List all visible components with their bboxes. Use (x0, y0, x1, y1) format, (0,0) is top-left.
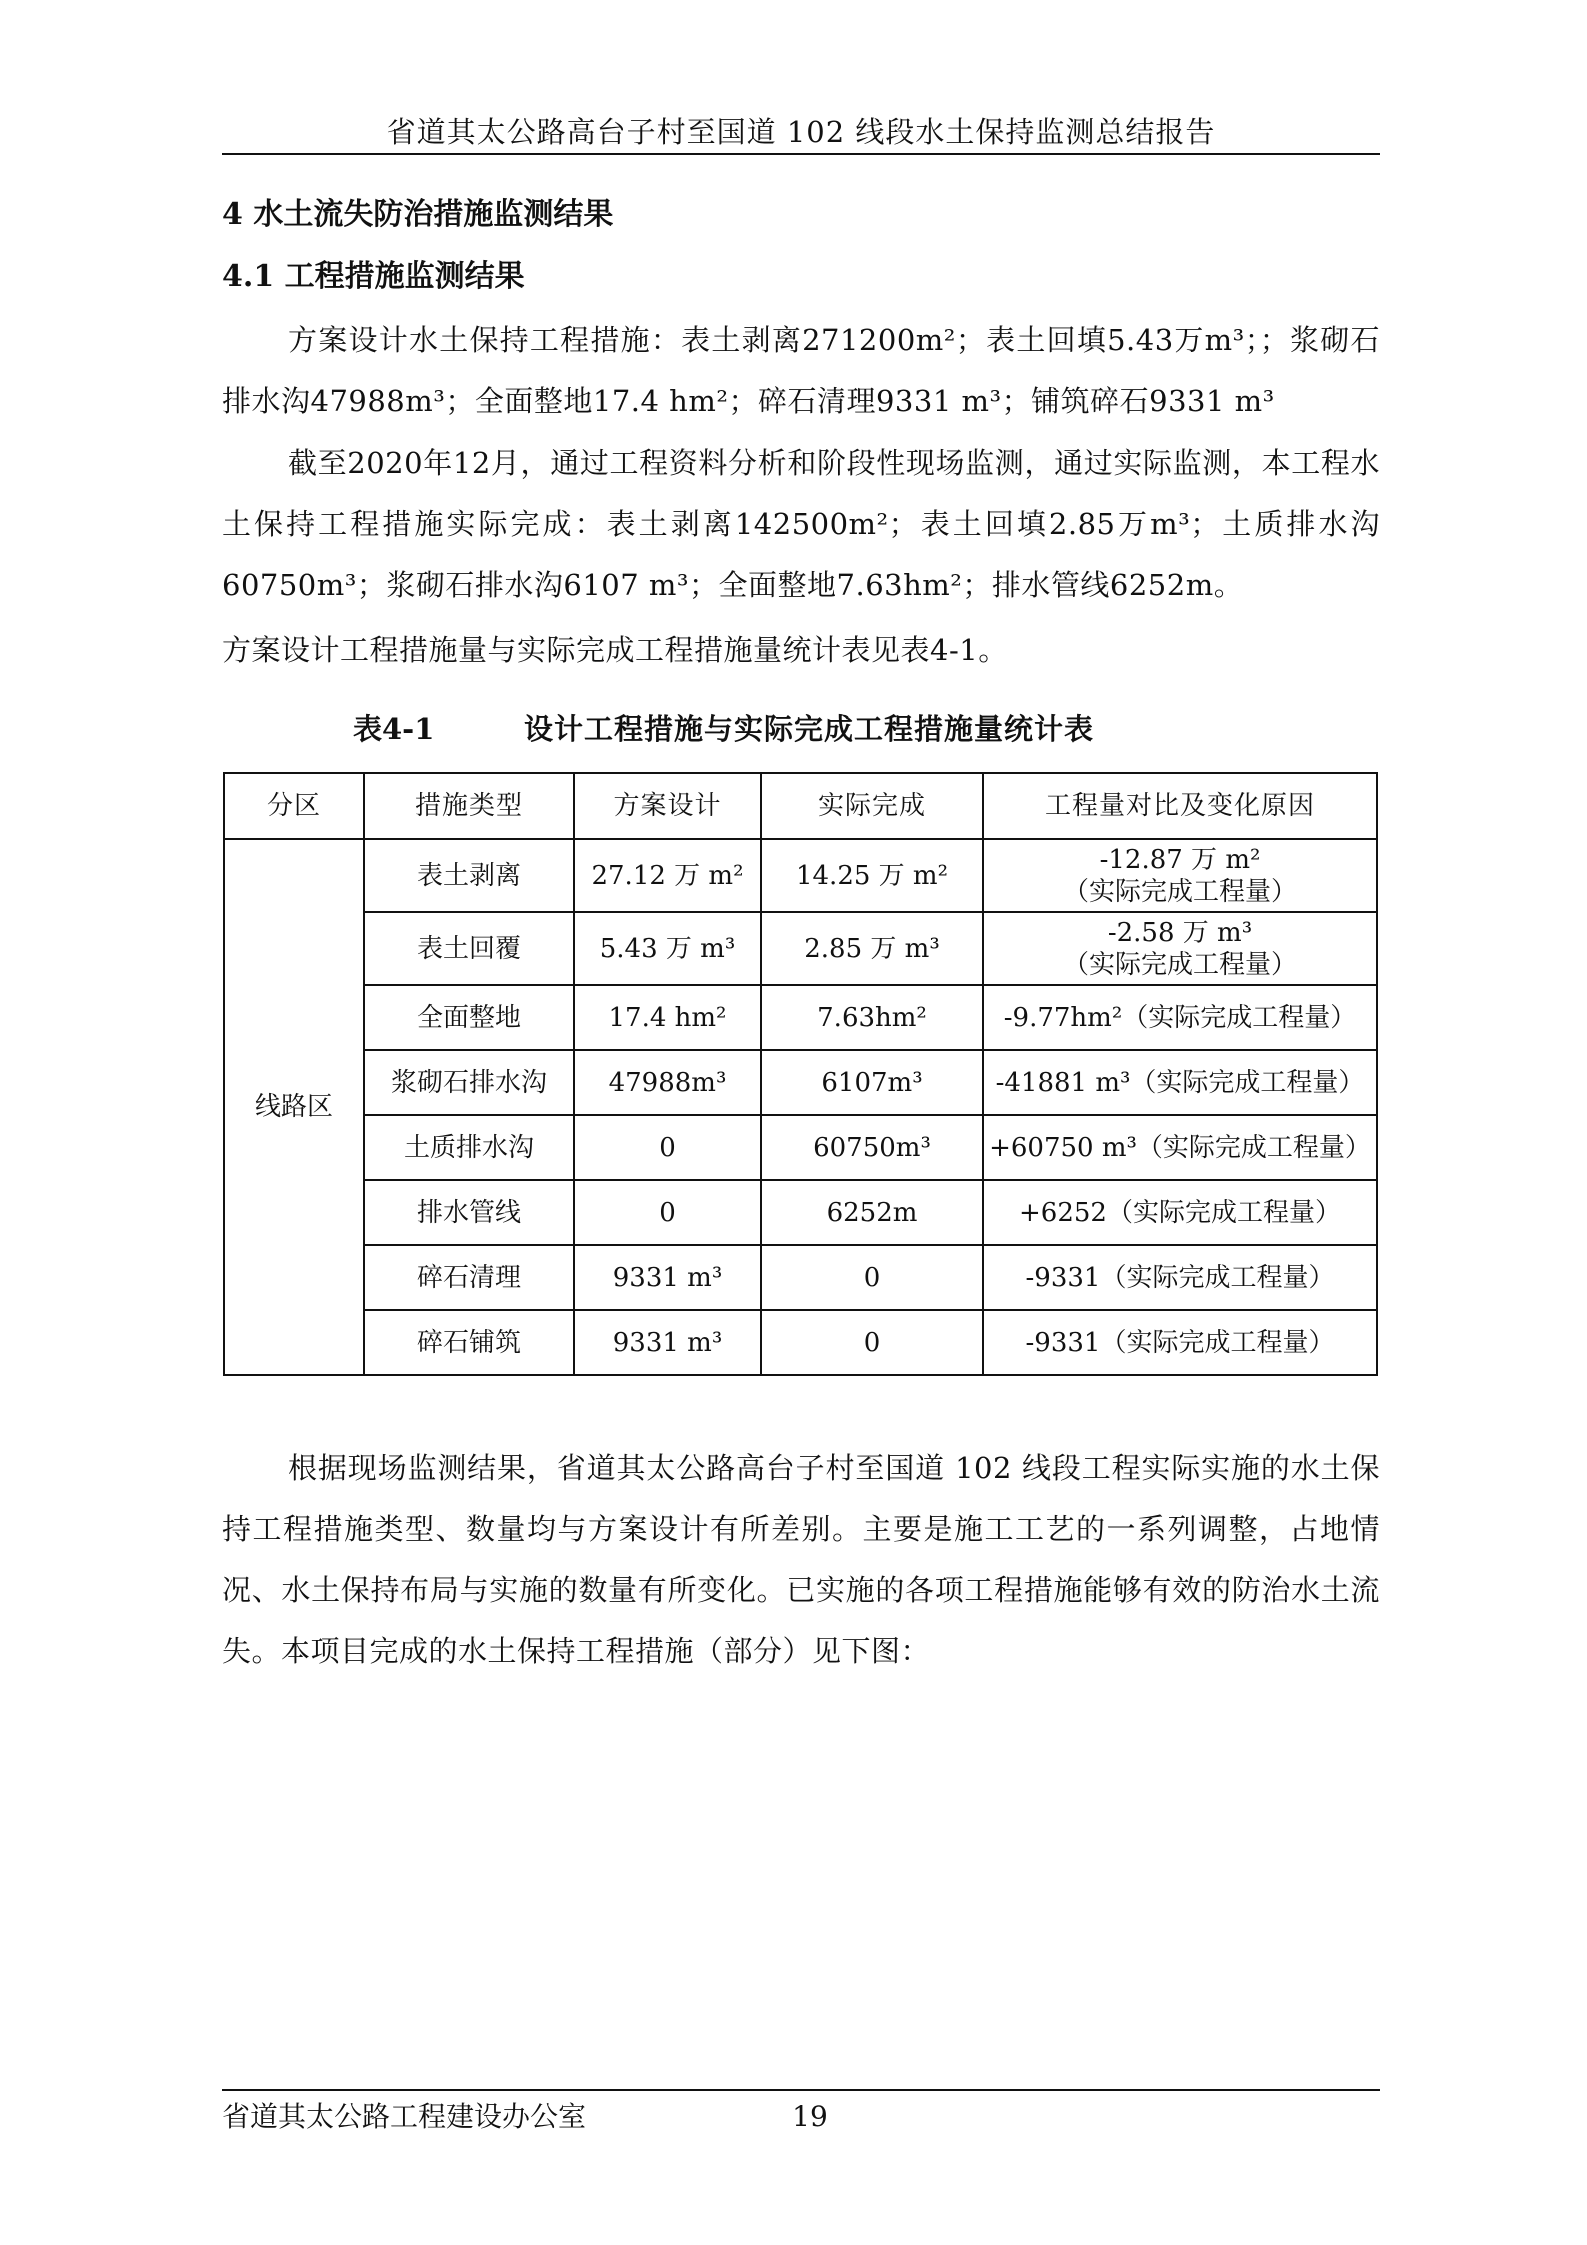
design-cell: 0 (574, 1180, 761, 1245)
actual-cell: 2.85 万 m³ (761, 912, 983, 985)
table-caption-title: 设计工程措施与实际完成工程措施量统计表 (524, 712, 1095, 746)
measures-comparison-table (223, 772, 1378, 1376)
table-row (224, 839, 1377, 912)
measure-type-cell: 排水管线 (364, 1180, 574, 1245)
measure-type-cell: 土质排水沟 (364, 1115, 574, 1180)
actual-cell: 6252m (761, 1180, 983, 1245)
comparison-cell: +60750 m³（实际完成工程量） (983, 1115, 1377, 1180)
comparison-value: -2.58 万 m³ (1107, 917, 1253, 948)
design-cell: 9331 m³ (574, 1245, 761, 1310)
measure-type-cell: 碎石清理 (364, 1245, 574, 1310)
zone-cell: 线路区 (224, 839, 364, 1375)
design-cell: 27.12 万 m² (574, 839, 761, 912)
header-comparison: 工程量对比及变化原因 (983, 773, 1377, 839)
measure-type-cell: 碎石铺筑 (364, 1310, 574, 1375)
comparison-cell: -9331（实际完成工程量） (983, 1310, 1377, 1375)
header-measure-type: 措施类型 (364, 773, 574, 839)
table-row (224, 1180, 1377, 1245)
comparison-cell: +6252（实际完成工程量） (983, 1180, 1377, 1245)
design-cell: 5.43 万 m³ (574, 912, 761, 985)
comparison-note: （实际完成工程量） (1062, 949, 1297, 980)
running-header: 省道其太公路高台子村至国道 102 线段水土保持监测总结报告 (386, 115, 1216, 149)
comparison-cell: -9.77hm²（实际完成工程量） (983, 985, 1377, 1050)
actual-cell: 0 (761, 1245, 983, 1310)
design-cell: 17.4 hm² (574, 985, 761, 1050)
design-cell: 0 (574, 1115, 761, 1180)
table-header-row (224, 773, 1377, 839)
actual-cell: 0 (761, 1310, 983, 1375)
header-actual: 实际完成 (761, 773, 983, 839)
actual-cell: 7.63hm² (761, 985, 983, 1050)
table-caption-number: 表4-1 (353, 712, 435, 746)
footer-office: 省道其太公路工程建设办公室 (222, 2100, 587, 2133)
actual-cell: 6107m³ (761, 1050, 983, 1115)
actual-cell: 14.25 万 m² (761, 839, 983, 912)
table-row (224, 1050, 1377, 1115)
comparison-cell: -9331（实际完成工程量） (983, 1245, 1377, 1310)
measure-type-cell: 表土回覆 (364, 912, 574, 985)
paragraph-design-measures: 方案设计水土保持工程措施：表土剥离271200m²；表土回填5.43万m³；；浆砌石排水沟47988m³；全面整地17.4 hm²；碎石清理9331 m³；铺筑碎石9331 m³ (222, 323, 1380, 418)
table-row (224, 1115, 1377, 1180)
measure-type-cell: 浆砌石排水沟 (364, 1050, 574, 1115)
page-number: 19 (792, 2100, 828, 2133)
paragraph-table-reference: 方案设计工程措施量与实际完成工程措施量统计表见表4-1。 (222, 633, 1008, 667)
section-heading: 4 水土流失防治措施监测结果 (222, 197, 614, 232)
header-rule (222, 153, 1380, 155)
actual-cell: 60750m³ (761, 1115, 983, 1180)
header-design: 方案设计 (574, 773, 761, 839)
comparison-cell: -41881 m³（实际完成工程量） (983, 1050, 1377, 1115)
table-row (224, 1245, 1377, 1310)
comparison-cell (983, 839, 1377, 912)
measure-type-cell: 表土剥离 (364, 839, 574, 912)
table-row (224, 985, 1377, 1050)
paragraph-actual-measures: 截至2020年12月，通过工程资料分析和阶段性现场监测，通过实际监测，本工程水土保持工程措施实际完成：表土剥离142500m²；表土回填2.85万m³；土质排水沟60750m³；浆砌石排水沟6107 m³；全面整地7.63hm²；排水管线6252m。 (222, 446, 1380, 602)
subsection-heading: 4.1 工程措施监测结果 (222, 259, 525, 294)
comparison-value: -12.87 万 m² (1099, 844, 1261, 875)
design-cell: 47988m³ (574, 1050, 761, 1115)
comparison-note: （实际完成工程量） (1062, 876, 1297, 907)
header-zone: 分区 (224, 773, 364, 839)
footer-rule (222, 2089, 1380, 2091)
table-row (224, 912, 1377, 985)
comparison-cell (983, 912, 1377, 985)
measure-type-cell: 全面整地 (364, 985, 574, 1050)
design-cell: 9331 m³ (574, 1310, 761, 1375)
table-row (224, 1310, 1377, 1375)
paragraph-monitoring-conclusion: 根据现场监测结果，省道其太公路高台子村至国道 102 线段工程实际实施的水土保持工程措施类型、数量均与方案设计有所差别。主要是施工工艺的一系列调整，占地情况、水土保持布局与实施的数量有所变化。已实施的各项工程措施能够有效的防治水土流失。本项目完成的水土保持工程措施（部分）见下图： (222, 1451, 1380, 1668)
